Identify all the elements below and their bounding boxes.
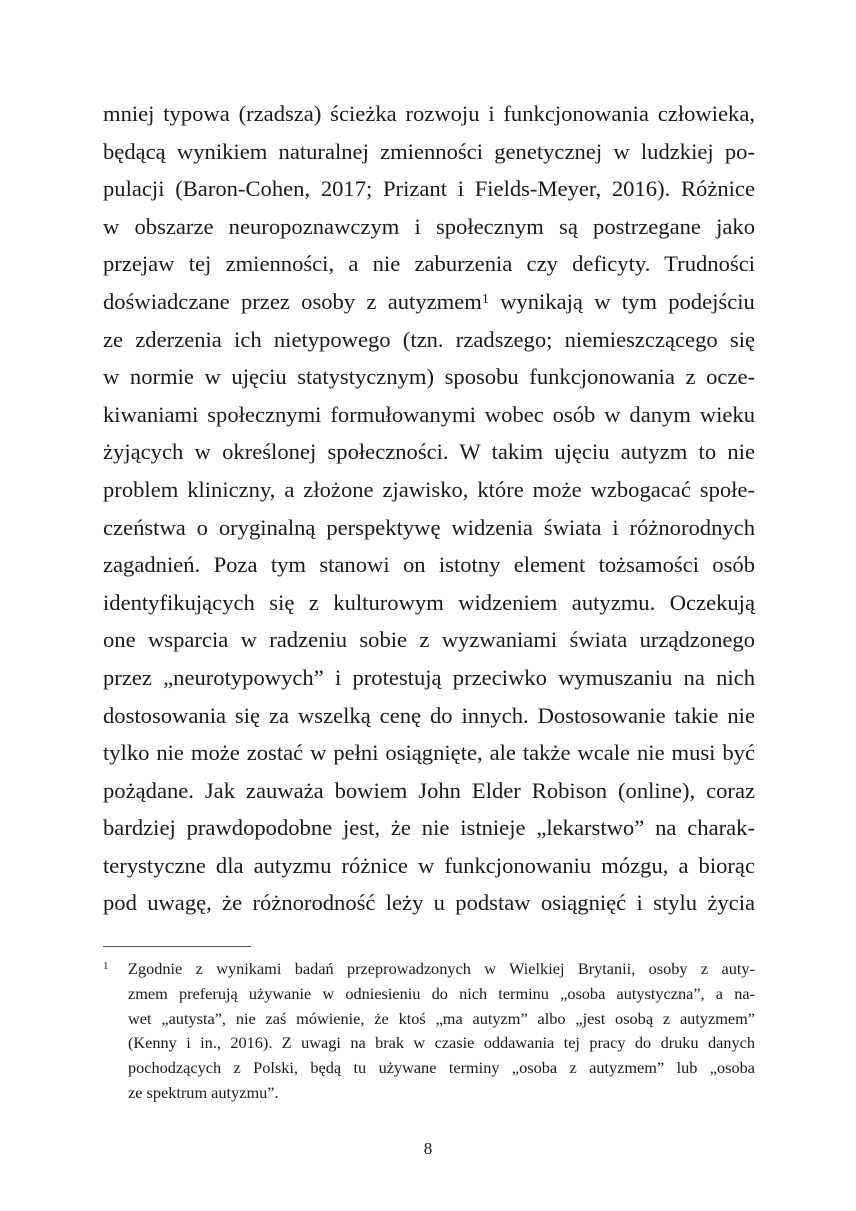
text-line: pulacji (Baron-Cohen, 2017; Prizant i Fields-Meyer, 2016). Różnice xyxy=(103,176,755,202)
page-number: 8 xyxy=(423,1139,433,1158)
text-line: zagadnień. Poza tym stanowi on istotny element tożsamości osób xyxy=(103,552,755,578)
text-line: kiwaniami społecznymi formułowanymi wobec osób w danym wieku xyxy=(103,401,755,427)
text-line: będącą wynikiem naturalnej zmienności genetycznej w ludzkiej po- xyxy=(103,138,755,164)
main-text xyxy=(103,95,755,922)
footnote-line: wet „autysta”, nie zaś mówienie, że ktoś „ma autyzm” albo „jest osobą z autyzmem” xyxy=(128,1008,755,1028)
text-line: problem kliniczny, a złożone zjawisko, które może wzbogacać społe- xyxy=(103,476,755,502)
footnote-separator xyxy=(103,946,251,947)
text-line: bardziej prawdopodobne jest, że nie istnieje „lekarstwo” na charak- xyxy=(103,815,755,841)
text-line: tylko nie może zostać w pełni osiągnięte, ale także wcale nie musi być xyxy=(103,740,755,766)
footnote-line: zmem preferują używanie w odniesieniu do nich terminu „osoba autystyczna”, a na- xyxy=(128,983,755,1003)
text-line: pod uwagę, że różnorodność leży u podstaw osiągnięć i stylu życia xyxy=(103,890,755,916)
text-line: przez „neurotypowych” i protestują przeciwko wymuszaniu na nich xyxy=(103,664,755,690)
footnote-line: pochodzących z Polski, będą tu używane terminy „osoba z autyzmem” lub „osoba xyxy=(128,1058,755,1078)
text-line: mniej typowa (rzadsza) ścieżka rozwoju i funkcjonowania człowieka, xyxy=(103,101,755,126)
text-line-tail: wynikają w tym podejściu xyxy=(488,288,755,314)
text-line: w obszarze neuropoznawczym i społecznym są postrzegane jako xyxy=(103,213,755,239)
text-line: terystyczne dla autyzmu różnice w funkcjonowaniu mózgu, a biorąc xyxy=(103,852,755,878)
text-line: dostosowania się za wszelką cenę do innych. Dostosowanie takie nie xyxy=(103,702,755,728)
text-line: identyfikujących się z kulturowym widzeniem autyzmu. Oczekują xyxy=(103,589,755,615)
footnote-text xyxy=(128,957,755,1106)
text-line: pożądane. Jak zauważa bowiem John Elder Robison (online), coraz xyxy=(103,777,755,803)
text-line: w normie w ujęciu statystycznym) sposobu funkcjonowania z ocze- xyxy=(103,364,755,390)
footnote-line: Zgodnie z wynikami badań przeprowadzonych w Wielkiej Brytanii, osoby z auty- xyxy=(128,959,755,978)
footnote-line: ze spektrum autyzmu”. xyxy=(128,1082,279,1102)
text-line: ze zderzenia ich nietypowego (tzn. rzadszego; niemieszczącego się xyxy=(103,326,755,352)
text-line: żyjących w określonej społeczności. W takim ujęciu autyzm to nie xyxy=(103,439,755,465)
text-line: czeństwa o oryginalną perspektywę widzenia świata i różnorodnych xyxy=(103,514,755,540)
text-line-with-footnote-ref xyxy=(103,283,755,321)
footnote-line: (Kenny i in., 2016). Z uwagi na brak w czasie oddawania tej pracy do druku danych xyxy=(128,1033,755,1053)
text-line: one wsparcia w radzeniu sobie z wyzwaniami świata urządzonego xyxy=(103,627,755,653)
footnote-marker: 1 xyxy=(103,960,109,972)
footnote-reference[interactable]: 1 xyxy=(481,291,489,307)
text-line: przejaw tej zmienności, a nie zaburzenia czy deficyty. Trudności xyxy=(103,251,755,277)
text-line-head: doświadczane przez osoby z autyzmem xyxy=(103,288,482,314)
